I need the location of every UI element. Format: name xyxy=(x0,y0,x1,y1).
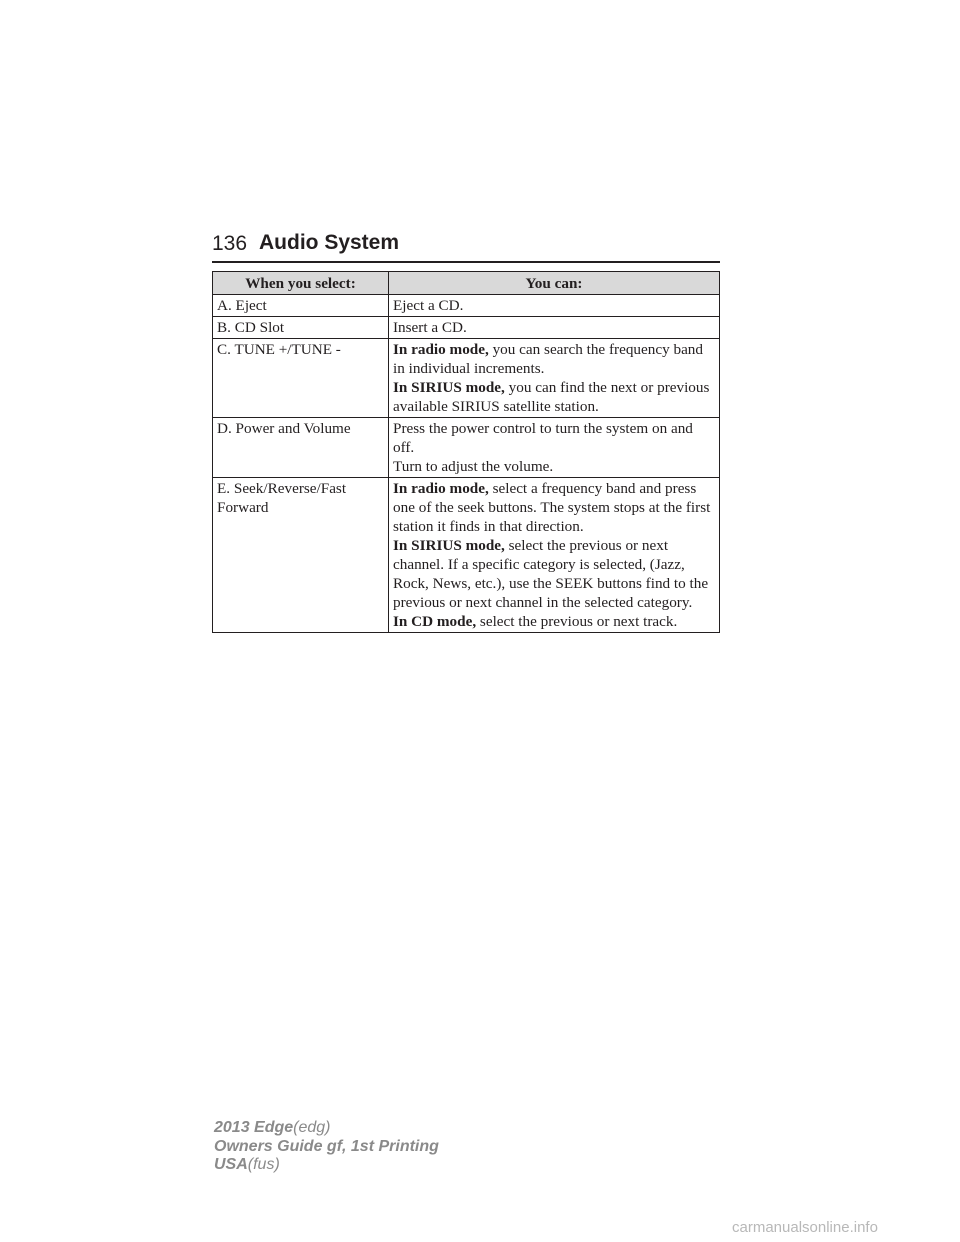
footer-region-line xyxy=(214,1156,439,1175)
action-entry xyxy=(393,318,715,337)
entry-text: select the previous or next channel. If a specific category is selected, (Jazz, Rock, News, etc.), use the SEEK buttons find to the previous or next channel in the selected category. xyxy=(393,537,709,611)
action-entry xyxy=(393,378,715,416)
row-select-cell: A. Eject xyxy=(213,295,389,317)
page-header xyxy=(212,230,720,262)
entry-text: Turn to adjust the volume. xyxy=(393,458,554,475)
table-row xyxy=(213,295,720,317)
watermark-text: carmanualsonline.info xyxy=(732,1219,878,1236)
action-entry xyxy=(393,536,715,612)
footer-region-code: (fus) xyxy=(247,1156,280,1173)
action-entry xyxy=(393,612,715,631)
row-select-cell: B. CD Slot xyxy=(213,317,389,339)
footer-model: 2013 Edge xyxy=(214,1119,294,1136)
footer-guide-line xyxy=(214,1138,439,1157)
footer-region: USA xyxy=(214,1156,248,1173)
mode-label: In SIRIUS mode, xyxy=(393,379,505,396)
row-action-cell xyxy=(389,478,720,633)
mode-label: In radio mode, xyxy=(393,480,489,497)
row-action-cell xyxy=(389,295,720,317)
action-entry xyxy=(393,479,715,536)
row-select-cell: E. Seek/Reverse/Fast Forward xyxy=(213,478,389,633)
footer-guide: Owners Guide gf, 1st Printing xyxy=(214,1137,439,1155)
header-rule xyxy=(212,261,720,263)
feature-table xyxy=(212,271,720,633)
footer-model-code: (edg) xyxy=(293,1119,331,1136)
entry-text: you can find the next or previous available SIRIUS satellite station. xyxy=(393,379,710,415)
column-header-action: You can: xyxy=(389,272,720,295)
table-row xyxy=(213,418,720,478)
entry-text: Insert a CD. xyxy=(393,319,467,336)
entry-text: Press the power control to turn the system on and off. xyxy=(393,420,693,456)
table-row xyxy=(213,478,720,633)
row-select-cell: C. TUNE +/TUNE - xyxy=(213,339,389,418)
row-action-cell xyxy=(389,317,720,339)
section-title: Audio System xyxy=(259,231,400,254)
row-select-cell: D. Power and Volume xyxy=(213,418,389,478)
mode-label: In SIRIUS mode, xyxy=(393,537,505,554)
action-entry xyxy=(393,419,715,457)
table-row xyxy=(213,317,720,339)
page-footer xyxy=(214,1119,439,1175)
entry-text: you can search the frequency band in individual increments. xyxy=(393,341,703,377)
row-action-cell xyxy=(389,339,720,418)
entry-text: select a frequency band and press one of the seek buttons. The system stops at the first station it finds in that direction. xyxy=(393,480,711,535)
page-number: 136 xyxy=(212,232,248,255)
entry-text: select the previous or next track. xyxy=(479,613,678,630)
action-entry xyxy=(393,457,715,476)
action-entry xyxy=(393,340,715,378)
column-header-select: When you select: xyxy=(213,272,389,295)
footer-model-line xyxy=(214,1119,439,1138)
action-entry xyxy=(393,296,715,315)
mode-label: In CD mode, xyxy=(393,613,477,630)
table-row xyxy=(213,339,720,418)
row-action-cell xyxy=(389,418,720,478)
entry-text: Eject a CD. xyxy=(393,297,464,314)
mode-label: In radio mode, xyxy=(393,341,489,358)
table-header-row xyxy=(213,272,720,295)
